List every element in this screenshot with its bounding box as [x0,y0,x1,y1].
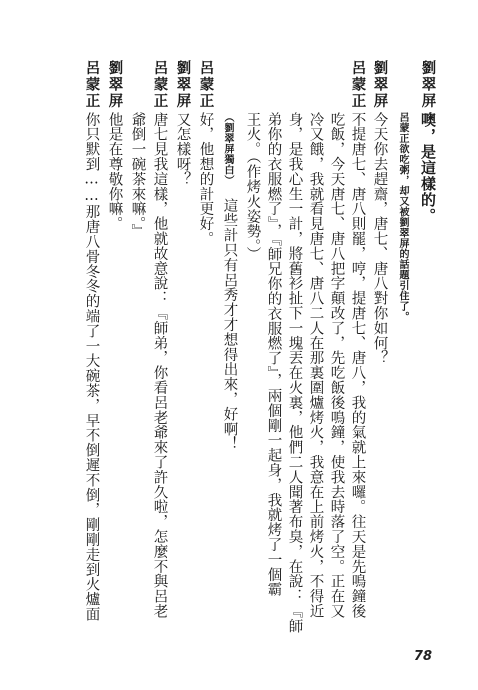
speaker-label: 呂蒙正 [151,60,169,110]
dialogue-line: 王火。（作烤火姿勢。） [244,112,261,262]
dialogue-line: 爺倒一碗茶來嘛。』 [129,112,146,239]
stage-direction: 呂蒙正欲吃粥，却又被劉翠屏的話題引住了。 [397,112,408,322]
stage-direction: （劉翠屏獨白） [222,112,233,186]
dialogue-line: 冷又餓，我就看見唐七、唐八二人在那裏圍爐烤火，我意在上前烤火，不得近 [307,112,324,619]
speaker-label: 劉翠屏 [371,60,389,110]
dialogue-line: 你只默到……那唐八骨冬冬的端了一大碗茶，早不倒遲不倒，剛剛走到火爐面 [83,112,100,622]
dialogue-line: 弟你的衣服燃了』，『師兄你的衣服燃了』，兩個剛一起身，我就烤了一個霸 [265,112,282,597]
dialogue-line: 不提唐七、唐八則罷，哼，提唐七、唐八，我的氣就上來囉。往天是先鳴鐘後 [349,112,366,619]
speaker-label: 呂蒙正 [83,60,101,110]
dialogue-line: 又怎樣呀？ [174,112,191,187]
dialogue-line: 他是在尊敬你嘛。 [106,112,123,232]
speaker-label: 呂蒙正 [197,60,215,110]
dialogue-line: 噢，是這樣的。 [419,112,437,224]
dialogue-line: 好，他想的計更好。 [197,112,214,247]
dialogue-line: 身，是我心生一計，將舊衫扯下一塊丟在火裏，他們二人聞著布臭，在說：『師 [286,112,303,634]
speaker-label: 劉翠屏 [174,60,192,110]
speaker-label: 呂蒙正 [349,60,367,110]
dialogue-line: 這些計只有呂秀才才想得出來，好啊！ [221,198,238,452]
speaker-label: 劉翠屏 [419,60,437,110]
speaker-label: 劉翠屏 [106,60,124,110]
page-number: 78 [413,649,432,664]
dialogue-line: 吃飯，今天唐七、唐八把字顛改了，先吃飯後鳴鐘，使我去時落了空。正在又 [328,112,345,619]
dialogue-line: 今天你去趕齋，唐七、唐八對你如何？ [371,112,388,366]
dialogue-line: 唐七見我這樣，他就故意說：『師弟，你看呂老爺來了許久啦，怎麼不與呂老 [151,112,168,619]
